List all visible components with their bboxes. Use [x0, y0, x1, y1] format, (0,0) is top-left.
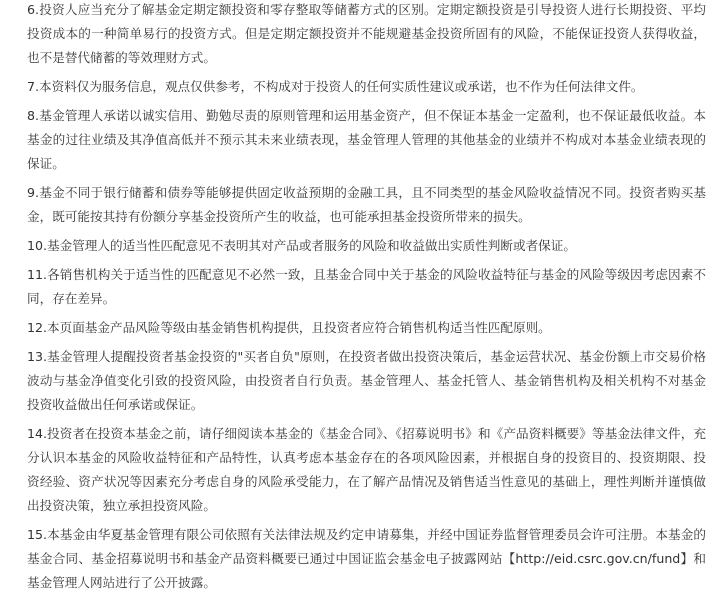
notice-item-8: 8.基金管理人承诺以诚实信用、勤勉尽责的原则管理和运用基金资产，但不保证本基金一定盈利，也不保证最低收益。本基金的过往业绩及其净值高低并不预示其未来业绩表现，基金管理人管理的其他基金的业绩并不构成对本基金业绩表现的保证。 [27, 108, 706, 171]
notice-item-7: 7.本资料仅为服务信息，观点仅供参考，不构成对于投资人的任何实质性建议或承诺，也不作为任何法律文件。 [27, 79, 644, 94]
notice-item-15: 15.本基金由华夏基金管理有限公司依照有关法律法规及约定申请募集，并经中国证券监督管理委员会许可注册。本基金的基金合同、基金招募说明书和基金产品资料概要已通过中国证监会基金电子披露网站【http://eid.csrc.gov.cn/fund】和基金管理人网站进行了公开披露。 [27, 527, 706, 590]
notice-item-13: 13.基金管理人提醒投资者基金投资的"买者自负"原则，在投资者做出投资决策后，基金运营状况、基金份额上市交易价格波动与基金净值变化引致的投资风险，由投资者自行负责。基金管理人、基金托管人、基金销售机构及相关机构不对基金投资收益做出任何承诺或保证。 [27, 349, 706, 412]
notice-item-9: 9.基金不同于银行储蓄和债券等能够提供固定收益预期的金融工具，且不同类型的基金风险收益情况不同。投资者购买基金，既可能按其持有份额分享基金投资所产生的收益，也可能承担基金投资所带来的损失。 [27, 185, 706, 224]
notice-item-14: 14.投资者在投资本基金之前，请仔细阅读本基金的《基金合同》、《招募说明书》和《产品资料概要》等基金法律文件，充分认识本基金的风险收益特征和产品特性，认真考虑本基金存在的各项风险因素，并根据自身的投资目的、投资期限、投资经验、资产状况等因素充分考虑自身的风险承受能力，在了解产品情况及销售适当性意见的基础上，理性判断并谨慎做出投资决策，独立承担投资风险。 [27, 426, 706, 513]
notice-item-12: 12.本页面基金产品风险等级由基金销售机构提供，且投资者应符合销售机构适当性匹配原则。 [27, 320, 551, 335]
notice-item-6: 6.投资人应当充分了解基金定期定额投资和零存整取等储蓄方式的区别。定期定额投资是引导投资人进行长期投资、平均投资成本的一种简单易行的投资方式。但是定期定额投资并不能规避基金投资所固有的风险，不能保证投资人获得收益，也不是替代储蓄的等效理财方式。 [27, 2, 706, 65]
notice-item-10: 10.基金管理人的适当性匹配意见不表明其对产品或者服务的风险和收益做出实质性判断或者保证。 [27, 238, 576, 253]
notice-item-11: 11.各销售机构关于适当性的匹配意见不必然一致，且基金合同中关于基金的风险收益特征与基金的风险等级因考虑因素不同，存在差异。 [27, 267, 706, 306]
